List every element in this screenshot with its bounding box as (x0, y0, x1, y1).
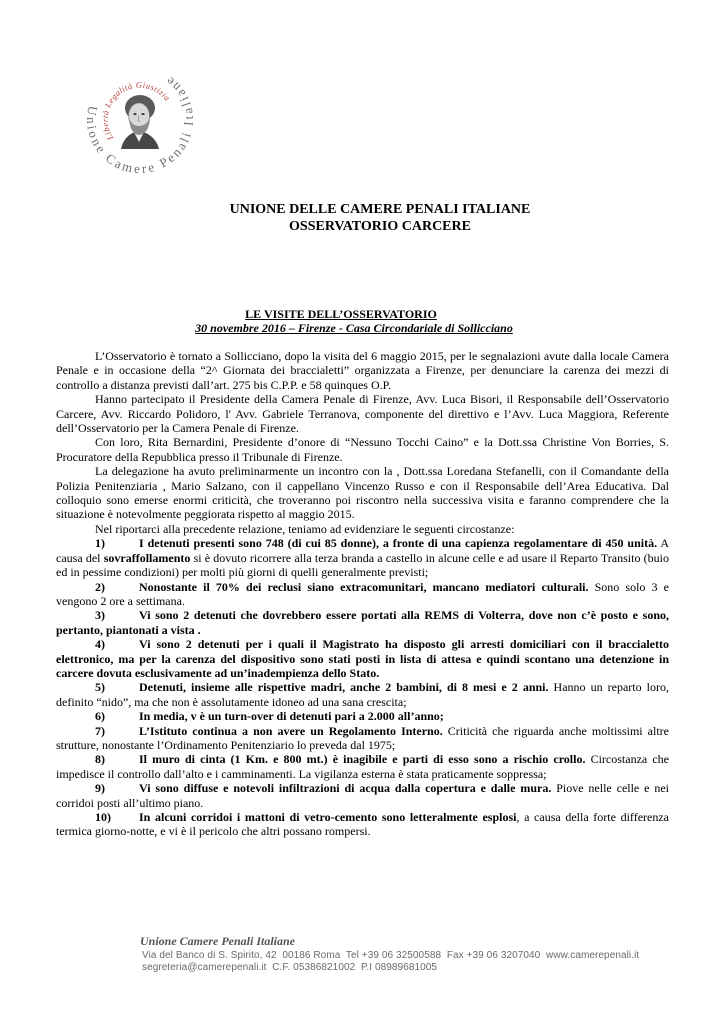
list-item-text: , a causa della forte differenza termica giorno-notte, e vi è il pericolo che altri possano rompersi. (56, 810, 669, 839)
body-paragraph: L’Osservatorio è tornato a Sollicciano, dopo la visita del 6 maggio 2015, per le segnalazioni avute dalla locale Camera Penale e in occasione della “2^ Giornata dei braccialetti” organizzata a Firenze, per denunciare la carenza dei mezzi di controllo a distanza previsti dall’art. 275 bis C.P.P. e 58 quinques O.P. (56, 349, 669, 392)
list-item-text: Criticità che riguarda anche moltissimi altre strutture, nonostante l’Ordinamento Penitenziario lo preveda dal 1975; (56, 723, 669, 752)
list-item (56, 580, 669, 609)
visit-date-place: 30 novembre 2016 – Firenze - Casa Circondariale di Sollicciano (195, 321, 513, 335)
list-item-bold-text: I detenuti presenti sono 748 (di cui 85 donne), a fronte di una capienza regolamentare di 450 unità. (139, 536, 658, 551)
list-item-text: Piove nelle celle e nei corridoi posti all’ultimo piano. (56, 781, 669, 810)
list-item (56, 709, 669, 723)
list-item (56, 781, 669, 810)
list-item-number: 2) (95, 579, 105, 594)
list-item (56, 810, 669, 839)
list-item-bold-text: L’Istituto continua a non avere un Regolamento Interno. (139, 723, 443, 738)
footer-contacts: segreteria@camerepenali.it C.F. 05386821002 P.I 08989681005 (142, 962, 438, 973)
document-body (56, 349, 669, 839)
list-item-bold-text: Vi sono 2 detenuti per i quali il Magistrato ha disposto gli arresti domiciliari con il braccialetto elettronico, ma per la carenza del dispositivo sono stati posti in lista di attesa e quindi scontano una detenzione in carcere dovuta esclusivamente ad un’inadempienza dello Stato. (56, 637, 669, 680)
list-item-text: Sono solo 3 e vengono 2 ore a settimana. (56, 579, 669, 608)
list-item-number: 10) (95, 810, 111, 824)
list-item-bold-text: Detenuti, insieme alle rispettive madri, anche 2 bambini, di 8 mesi e 2 anni. (139, 680, 549, 695)
list-item-number: 8) (95, 752, 105, 767)
list-item-number: 3) (95, 608, 105, 623)
list-item-text: Hanno un reparto loro, definito “nido”, ma che non è assolutamente idoneo ad una sana crescita; (56, 680, 669, 709)
list-item-bold-text: Il muro di cinta (1 Km. e 800 mt.) è inagibile e parti di esso sono a rischio crollo. (139, 752, 586, 767)
list-item-number: 1) (95, 536, 105, 551)
ucpi-logo (60, 50, 220, 200)
list-item-bold-text: In alcuni corridoi i mattoni di vetro-cemento sono letteralmente esplosi (139, 810, 517, 824)
list-item-bold-text: Vi sono 2 detenuti che dovrebbero essere portati alla REMS di Volterra, dove non c’è posto e sono, pertanto, piantonati a vista . (56, 608, 669, 637)
list-item-bold-text: sovraffollamento (103, 550, 191, 565)
body-paragraph: Con loro, Rita Bernardini, Presidente d’onore di “Nessuno Tocchi Caino” e la Dott.ssa Christine Von Borries, S. Procuratore della Repubblica presso il Tribunale di Firenze. (56, 435, 669, 464)
list-item-bold-text: Vi sono diffuse e notevoli infiltrazioni di acqua dalla copertura e dalle mura. (139, 781, 552, 796)
logo-ring-textpath: Unione Camere Penali Italiane (83, 74, 197, 177)
header-organization: UNIONE DELLE CAMERE PENALI ITALIANE (229, 202, 531, 217)
list-item-bold-text: In media, v è un turn-over di detenuti pari a 2.000 all’anno; (139, 709, 444, 724)
list-item-number: 4) (95, 637, 105, 652)
list-item (56, 724, 669, 753)
body-paragraph: Hanno partecipato il Presidente della Camera Penale di Firenze, Avv. Luca Bisori, il Responsabile dell’Osservatorio Carcere, Avv. Riccardo Polidoro, l' Avv. Gabriele Terranova, componente del direttivo e l’Avv. Luca Maggiora, Referente dell’Osservatorio per la Camera Penale di Firenze. (56, 392, 669, 436)
list-item-text: si è dovuto ricorrere alla terza branda a castello in alcune celle e ad usare il Reparto Transito (buio ed in pessime condizioni) per molti più giorni di quelli generalmente previsti; (56, 550, 669, 580)
footer-organization: Unione Camere Penali Italiane (140, 934, 296, 948)
list-item-number: 9) (95, 781, 105, 796)
logo-motto-textpath: Libertà Legalità Giustizia (99, 79, 173, 143)
list-item (56, 680, 669, 709)
list-item-bold-text: Nonostante il 70% dei reclusi siano extracomunitari, mancano mediatori culturali. (139, 579, 589, 594)
visit-title: LE VISITE DELL’OSSERVATORIO (245, 307, 437, 321)
list-item-number: 5) (95, 680, 105, 695)
list-item-text: Circostanza che impedisce il controllo dall’alto e i camminamenti. La vigilanza esterna è stata praticamente soppressa; (56, 752, 669, 781)
header-department: OSSERVATORIO CARCERE (289, 219, 471, 234)
list-item (56, 752, 669, 781)
body-paragraph: Nel riportarci alla precedente relazione, teniamo ad evidenziare le seguenti circostanze: (95, 521, 515, 536)
footer-address: Via del Banco di S. Spirito, 42 00186 Roma Tel +39 06 32500588 Fax +39 06 3207040 www.camerepenali.it (142, 950, 640, 961)
list-item-number: 6) (95, 709, 105, 724)
body-paragraph: La delegazione ha avuto preliminarmente un incontro con la , Dott.ssa Loredana Stefanelli, con il Comandante della Polizia Penitenziaria , Mario Salzano, con il cappellano Vincenzo Russo e con il Responsabile dell’Area Educativa. Dal colloquio sono emerse enormi criticità, che troveranno poi riscontro nella successiva visita e faranno comprendere che la situazione è notevolmente peggiorata rispetto al maggio 2015. (56, 464, 669, 522)
portrait-icon (121, 95, 159, 149)
list-item (56, 608, 669, 637)
list-item-number: 7) (95, 723, 105, 738)
list-item-text: A causa del (56, 536, 669, 565)
list-item (56, 536, 669, 579)
list-item (56, 637, 669, 680)
